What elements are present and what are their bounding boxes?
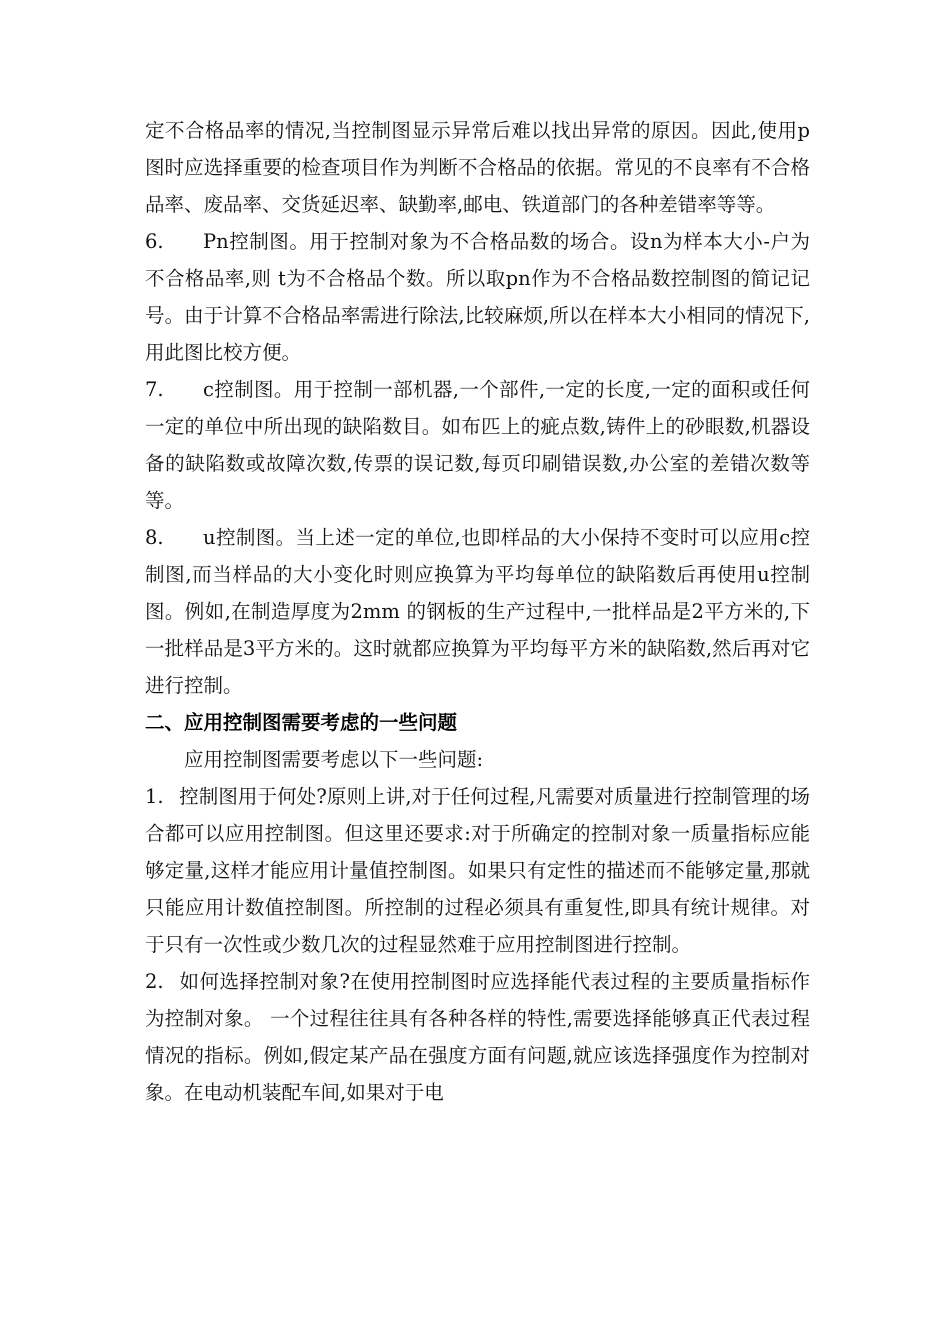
paragraph-text: 应用控制图需要考虑以下一些问题: (184, 748, 484, 771)
section-heading: 二、应用控制图需要考虑的一些问题 (145, 711, 458, 734)
item-number: 8. (145, 526, 164, 549)
list-item-u-chart (145, 519, 810, 704)
document-body (145, 112, 810, 1111)
paragraph-p-chart-continuation (145, 112, 810, 223)
list-item-where-to-use (145, 778, 810, 963)
section-intro (145, 741, 810, 778)
item-number: 1. (145, 785, 164, 808)
list-item-pn-chart (145, 223, 810, 371)
item-text: u控制图。当上述一定的单位,也即样品的大小保持不变时可以应用c控制图,而当样品的大小变化时则应换算为平均每单位的缺陷数后再使用u控制图。例如,在制造厚度为2mm 的钢板的生产过程中,一批样品是2平方米的,下一批样品是3平方米的。这时就都应换算为平均每平方米的缺陷数,然后再对它进行控制。 (145, 526, 810, 697)
item-text: c控制图。用于控制一部机器,一个部件,一定的长度,一定的面积或任何一定的单位中所出现的缺陷数目。如布匹上的疵点数,铸件上的砂眼数,机器设备的缺陷数或故障次数,传票的误记数,每页印刷错误数,办公室的差错次数等等。 (145, 378, 810, 512)
list-item-select-control-object (145, 963, 810, 1111)
item-number: 7. (145, 378, 164, 401)
item-number: 6. (145, 230, 164, 253)
paragraph-text: 定不合格品率的情况,当控制图显示异常后难以找出异常的原因。因此,使用p图时应选择重要的检查项目作为判断不合格品的依据。常见的不良率有不合格品率、废品率、交货延迟率、缺勤率,邮电、铁道部门的各种差错率等等。 (145, 119, 810, 216)
item-text: Pn控制图。用于控制对象为不合格品数的场合。设n为样本大小-户为不合格品率,则 t为不合格品个数。所以取pn作为不合格品数控制图的简记记号。由于计算不合格品率需进行除法,比较麻烦,所以在样本大小相同的情况下,用此图比校方便。 (145, 230, 810, 364)
item-text: 如何选择控制对象?在使用控制图时应选择能代表过程的主要质量指标作为控制对象。 一个过程往往具有各种各样的特性,需要选择能够真正代表过程情况的指标。例如,假定某产品在强度方面有问题,就应该选择强度作为控制对象。在电动机装配车间,如果对于电 (145, 970, 810, 1104)
list-item-c-chart (145, 371, 810, 519)
item-number: 2. (145, 970, 164, 993)
item-text: 控制图用于何处?原则上讲,对于任何过程,凡需要对质量进行控制管理的场合都可以应用控制图。但这里还要求:对于所确定的控制对象一质量指标应能够定量,这样才能应用计量值控制图。如果只有定性的描述而不能够定量,那就只能应用计数值控制图。所控制的过程必须具有重复性,即具有统计规律。对于只有一次性或少数几次的过程显然难于应用控制图进行控制。 (145, 785, 810, 956)
